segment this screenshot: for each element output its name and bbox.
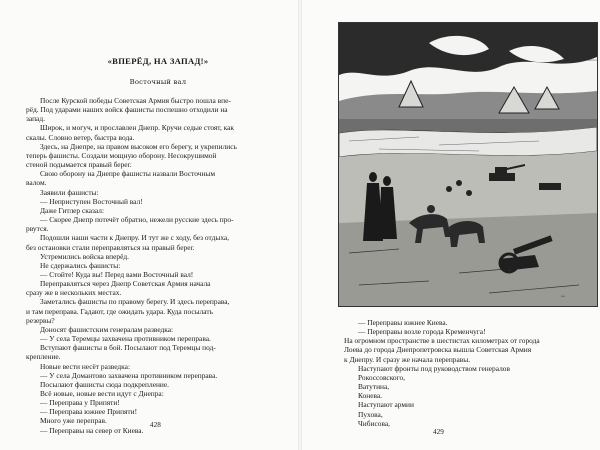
- text-line: к Днепру. И сразу же начала переправы.: [344, 354, 471, 364]
- text-line: Свою оборону на Днепре фашисты назвали Восточным: [40, 169, 216, 179]
- war-illustration: [338, 22, 598, 307]
- text-line: — Скорее Днепр потечёт обратно, нежели русские здесь про-: [40, 215, 234, 225]
- text-line: запад.: [26, 114, 45, 124]
- text-line: — Переправы южнее Киева.: [358, 318, 448, 327]
- text-line: рвутся.: [26, 224, 49, 234]
- text-line: Наступают фронты под руководством генералов: [358, 363, 510, 373]
- text-line: стеной подымается правый берег.: [26, 160, 132, 170]
- text-line: Наступают армии: [358, 400, 414, 410]
- right-body-text: [344, 318, 590, 428]
- text-line: Не сдержались фашисты:: [40, 260, 121, 270]
- text-line: Здесь, на Днепре, на правом высоком его берегу, и укрепились: [40, 141, 237, 151]
- text-line: После Курской победы Советская Армия быстро пошла впе-: [40, 96, 231, 105]
- text-line: Широк, и могуч, и прославлен Днепр. Кручи седые стоят, как: [40, 123, 235, 133]
- text-line: Всё новые, новые вести идут с Днепра:: [40, 389, 164, 398]
- text-line: сразу же в нескольких местах.: [26, 288, 122, 298]
- left-body-text: [26, 96, 290, 435]
- text-line: Даже Гитлер сказал:: [40, 205, 105, 215]
- right-page: [300, 0, 600, 450]
- page-number-right: 429: [433, 428, 444, 436]
- text-line: — Переправа у Припяти!: [40, 398, 120, 408]
- illustration-drawing: [339, 23, 597, 306]
- svg-text:~: ~: [561, 293, 565, 301]
- text-line: Заметались фашисты по правому берегу. И здесь переправа,: [40, 297, 230, 307]
- text-line: Много уже переправ.: [40, 416, 107, 426]
- text-line: Новые вести несёт разведка:: [40, 361, 130, 371]
- text-line: Лоева до города Днепропетровска вышла Советская Армия: [344, 345, 532, 355]
- text-line: и там переправа. Гадают, где ожидать удара. Куда посылать: [26, 306, 213, 316]
- text-line: На огромном пространстве в шестистах километрах от города: [344, 336, 540, 346]
- text-line: — Неприступен Восточный вал!: [40, 196, 143, 206]
- text-line: — Переправы на север от Киева.: [40, 425, 144, 435]
- text-line: валом.: [26, 178, 47, 188]
- text-line: — Стойте! Куда вы! Перед вами Восточный вал!: [40, 269, 194, 279]
- page-number-left: 428: [150, 421, 161, 429]
- text-line: Подошли наши части к Днепру. И тут же с ходу, без отдыха,: [40, 233, 230, 243]
- text-line: — У села Теремцы захвачена противником переправа.: [40, 334, 211, 344]
- text-line: Посылают фашисты сюда подкрепление.: [40, 379, 170, 389]
- text-line: — Переправы возле города Кременчуга!: [358, 327, 486, 337]
- text-line: Рокоссовского,: [358, 372, 405, 382]
- left-text-column: [26, 56, 290, 435]
- text-line: Доносят фашистским генералам разведка:: [40, 324, 174, 334]
- text-line: теперь фашисты. Создали мощную оборону. Несокрушимой: [26, 150, 217, 160]
- chapter-title: «ВПЕРЁД, НА ЗАПАД!»: [107, 56, 209, 66]
- text-line: Переправляться через Днепр Советская Армия начала: [40, 279, 211, 289]
- text-line: Устремились войска вперёд.: [40, 251, 129, 261]
- text-line: Ватутина,: [358, 382, 390, 392]
- text-line: Чибисова,: [358, 418, 390, 428]
- text-line: Конева.: [358, 391, 383, 401]
- text-line: — Переправа южнее Припяти!: [40, 407, 138, 417]
- text-line: Вступают фашисты в бой. Посылают под Теремцы под-: [40, 343, 216, 353]
- text-line: Заявили фашисты:: [40, 187, 99, 197]
- text-line: рёд. Под ударами наших войск фашисты поспешно отходили на: [26, 105, 228, 115]
- section-subtitle: Восточный вал: [129, 78, 187, 86]
- text-line: Пухова,: [358, 409, 383, 419]
- text-line: скалы. Словно ветер, быстра вода.: [26, 132, 135, 142]
- text-line: резервы?: [26, 315, 55, 325]
- text-line: крепление.: [26, 352, 61, 362]
- right-text-column: [344, 318, 590, 428]
- text-line: без остановки стали переправляться на правый берег.: [26, 242, 195, 252]
- text-line: — У села Домантово захвачена противником переправа.: [40, 370, 218, 380]
